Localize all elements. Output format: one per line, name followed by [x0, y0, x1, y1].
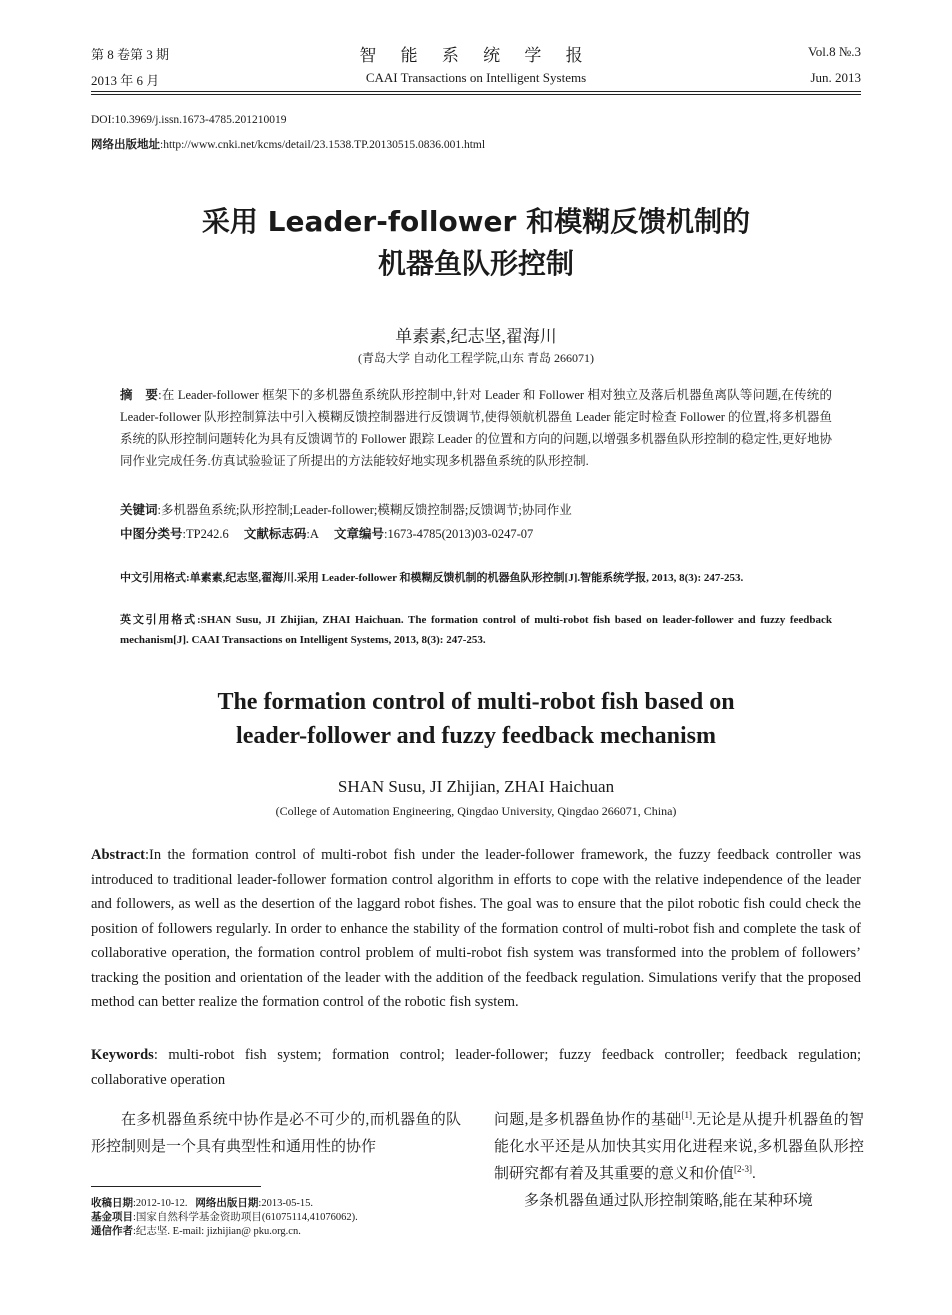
running-header-bottom	[91, 70, 861, 90]
doc-code-label: 文献标志码	[243, 527, 307, 541]
published-value: :2013-05-15.	[258, 1198, 313, 1209]
body-column-right	[494, 1107, 864, 1215]
online-address-url: :http://www.cnki.net/kcms/detail/23.1538.TP.20130515.0836.001.html	[160, 139, 486, 151]
clc-label: 中图分类号	[120, 527, 183, 541]
authors-en: SHAN Susu, JI Zhijian, ZHAI Haichuan	[337, 777, 615, 796]
footnote-corresponding	[91, 1225, 471, 1238]
citation-en-text: :SHAN Susu, JI Zhijian, ZHAI Haichuan. The formation control of multi-robot fish based on leader-follower and fuzzy feedback mechanism[J]. CAAI Transactions on Intelligent Systems, 2013, 8(3): 247-253.	[120, 614, 833, 646]
citation-cn-label: 中文引用格式	[120, 572, 186, 584]
journal-name-en: CAAI Transactions on Intelligent Systems	[365, 70, 587, 85]
article-number-value: :1673-4785(2013)03-0247-07	[383, 527, 534, 541]
keywords-cn	[120, 500, 832, 518]
footnote-rule	[91, 1186, 261, 1187]
body-right-text-c: .	[752, 1166, 756, 1182]
title-en-line2: leader-follower and fuzzy feedback mechanism	[236, 723, 716, 749]
abstract-cn-text: :在 Leader-follower 框架下的多机器鱼系统队形控制中,针对 Leader 和 Follower 相对独立及落后机器鱼离队等问题,在传统的 Leader-follower 队形控制算法中引入模糊反馈控制器进行反馈调节,使得领航机器鱼 Leader 能定时检查 Follower 的位置,将多机器鱼系统的队形控制问题转化为具有反馈调节的 Follower 跟踪 Leader 的位置和方向的问题,以增强多机器鱼队形控制的稳定性,更好地协同作业完成任务.仿真试验验证了所提出的方法能较好地实现多机器鱼系统的队形控制.	[120, 388, 832, 468]
body-right-paragraph-2: 多条机器鱼通过队形控制策略,能在某种环境	[524, 1193, 813, 1209]
keywords-cn-label: 关键词	[120, 503, 158, 517]
keywords-en-text: : multi-robot fish system; formation control; leader-follower; fuzzy feedback controller; feedback regulation; collaborative operation	[91, 1047, 861, 1088]
fund-value: :国家自然科学基金资助项目(61075114,41076062).	[133, 1212, 358, 1223]
authors-cn: 单素素,纪志坚,翟海川	[395, 327, 557, 346]
footnote-dates	[91, 1197, 471, 1210]
corresponding-value: :纪志坚. E-mail: jizhijian@ pku.org.cn.	[133, 1226, 301, 1237]
abstract-en	[91, 843, 861, 1015]
citation-cn-text: :单素素,纪志坚,翟海川.采用 Leader-follower 和模糊反馈机制的机器鱼队形控制[J].智能系统学报, 2013, 8(3): 247-253.	[186, 572, 744, 584]
classification-line	[120, 524, 832, 542]
body-right-paragraph-1	[494, 1107, 864, 1188]
running-header-top	[91, 44, 861, 64]
body-left-paragraph: 在多机器鱼系统中协作是必不可少的,而机器鱼的队形控制则是一个具有典型性和通用性的协作	[91, 1112, 461, 1155]
citation-en-label: 英文引用格式	[120, 614, 198, 626]
title-en-line1: The formation control of multi-robot fish based on	[217, 689, 735, 715]
header-rule-thin	[91, 91, 861, 92]
abstract-en-label: Abstract	[91, 847, 145, 863]
abstract-cn	[120, 384, 832, 472]
affiliation-cn: (青岛大学 自动化工程学院,山东 青岛 266071)	[358, 351, 594, 365]
received-value: :2012-10-12.	[133, 1198, 188, 1209]
body-column-left	[91, 1107, 461, 1161]
citation-ref-1: [1]	[681, 1110, 693, 1120]
affiliation-en: (College of Automation Engineering, Qingdao University, Qingdao 266071, China)	[275, 804, 677, 818]
received-label: 收稿日期	[91, 1198, 133, 1209]
online-address-line	[91, 136, 485, 152]
body-right-text-a: 问题,是多机器鱼协作的基础	[494, 1112, 682, 1128]
abstract-cn-label: 摘 要	[120, 388, 159, 402]
keywords-en-label: Keywords	[91, 1047, 154, 1063]
body-right-text-b: .无论是从提升机器鱼的智能化水平还是从加快其实用化进程来说,多机器鱼队形控制研究都有着及其重要的意义和价值	[494, 1112, 864, 1182]
volume-issue-en: Vol.8 №.3	[808, 44, 861, 59]
date-cn: 2013 年 6 月	[91, 73, 160, 88]
journal-name-cn: 智 能 系 统 学 报	[359, 46, 593, 65]
fund-label: 基金项目	[91, 1212, 133, 1223]
doc-code-value: :A	[306, 527, 319, 541]
title-cn-line1: 采用 Leader-follower 和模糊反馈机制的	[201, 205, 751, 238]
online-address-label: 网络出版地址	[91, 139, 160, 151]
footnote-funding	[91, 1211, 471, 1224]
abstract-en-text: :In the formation control of multi-robot fish under the leader-follower framework, the fuzzy feedback controller was introduced to traditional leader-follower formation control algorithm in efforts to cope with the relative independence of the leader and followers, as well as the desertion of the laggard robot fishes. The goal was to ensure that the pilot robotic fish could check the position of followers regularly. In order to enhance the stability of the formation control of multi-robot fish and complete the task of collaborative operation, the formation control problem of multi-robot fish system was transformed into the problem of followers’ tracking the position and orientation of the leader with the addition of the feedback regulation. Simulations verify that the proposed method can better realize the formation control of the robotic fish system.	[91, 847, 861, 1010]
corresponding-label: 通信作者	[91, 1226, 133, 1237]
clc-value: :TP242.6	[182, 527, 229, 541]
doi-line: DOI:10.3969/j.issn.1673-4785.201210019	[91, 114, 287, 126]
volume-issue-cn: 第 8 卷第 3 期	[91, 47, 170, 62]
article-number-label: 文章编号	[333, 527, 384, 541]
keywords-cn-text: :多机器鱼系统;队形控制;Leader-follower;模糊反馈控制器;反馈调节;协同作业	[157, 503, 572, 517]
date-en: Jun. 2013	[810, 70, 861, 85]
citation-en	[120, 610, 832, 650]
title-cn-line2: 机器鱼队形控制	[377, 247, 574, 280]
citation-ref-2-3: [2-3]	[734, 1164, 753, 1174]
citation-cn	[120, 568, 832, 588]
keywords-en	[91, 1043, 861, 1092]
header-rule-second	[91, 94, 861, 95]
published-label: 网络出版日期	[195, 1198, 259, 1209]
